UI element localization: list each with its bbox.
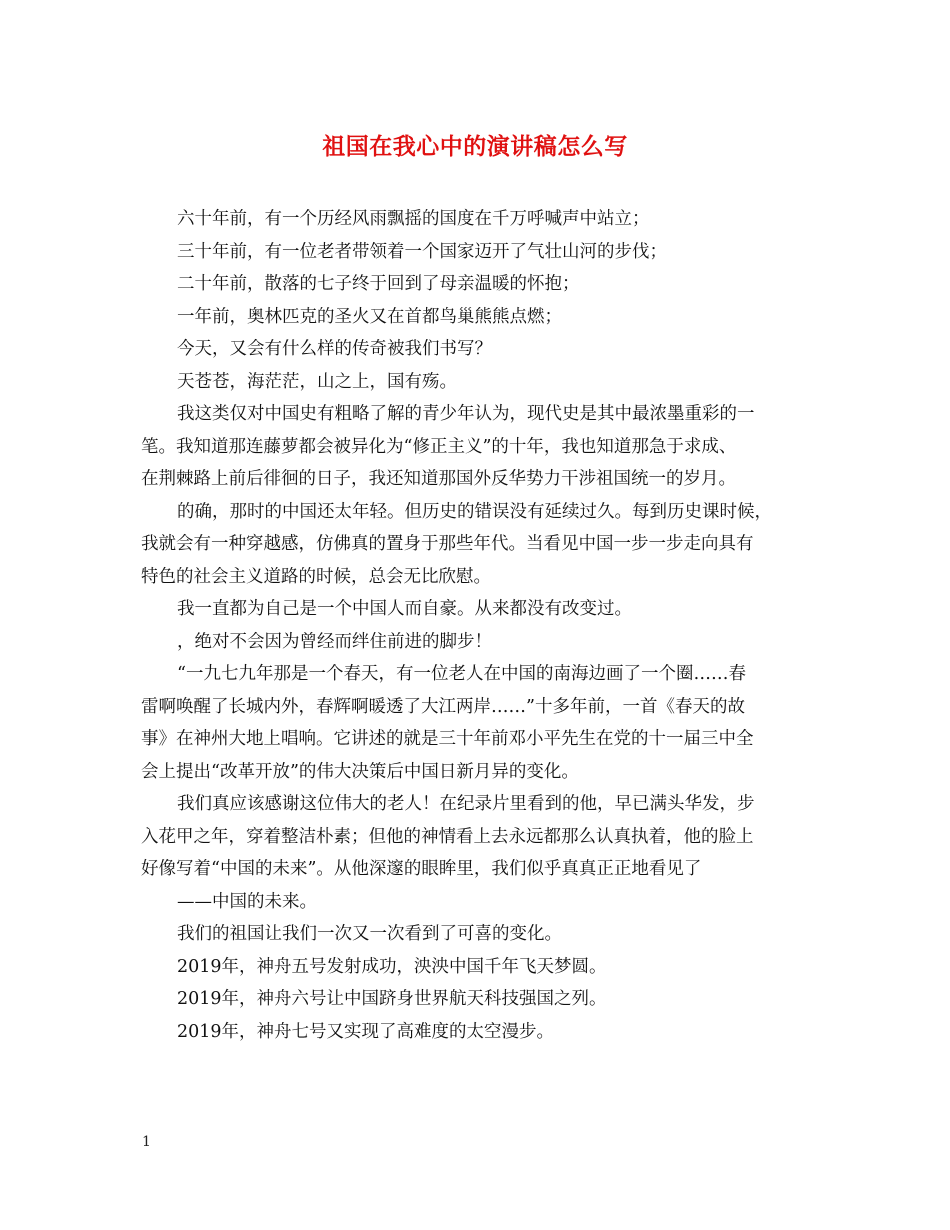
paragraph: 今天，又会有什么样的传奇被我们书写？ xyxy=(177,339,492,359)
document-body xyxy=(141,203,821,1048)
paragraph-line: 的确，那时的中国还太年轻。但历史的错误没有延续过久。每到历史课时候， xyxy=(177,501,772,522)
paragraph: 六十年前，有一个历经风雨飘摇的国度在千万呼喊声中站立； xyxy=(177,209,650,229)
paragraph-line: 在荆棘路上前后徘徊的日子，我还知道那国外反华势力干涉祖国统一的岁月。 xyxy=(141,469,736,489)
paragraph xyxy=(141,658,821,788)
paragraph: ——中国的未来。 xyxy=(177,891,317,912)
paragraph xyxy=(141,398,821,496)
paragraph-line: 我这类仅对中国史有粗略了解的青少年认为，现代史是其中最浓墨重彩的一 xyxy=(177,404,755,424)
paragraph: 二十年前，散落的七子终于回到了母亲温暖的怀抱； xyxy=(177,274,580,294)
paragraph-line: “一九七九年那是一个春天，有一位老人在中国的南海边画了一个圈……春 xyxy=(177,664,746,684)
paragraph: 天苍苍，海茫茫，山之上，国有殇。 xyxy=(177,371,457,392)
paragraph: 2019年，神舟五号发射成功，泱泱中国千年飞天梦圆。 xyxy=(177,956,607,977)
paragraph-line: 我们真应该感谢这位伟大的老人！在纪录片里看到的他，早已满头华发，步 xyxy=(177,794,755,814)
paragraph-line: 事》在神州大地上唱响。它讲述的就是三十年前邓小平先生在党的十一届三中全 xyxy=(141,729,754,749)
paragraph: 我一直都为自己是一个中国人而自豪。从来都没有改变过。 xyxy=(177,599,632,619)
paragraph xyxy=(141,788,821,886)
paragraph-line: 好像写着“中国的未来”。从他深邃的眼眸里，我们似乎真真正正地看见了 xyxy=(141,859,702,879)
paragraph-line: 雷啊唤醒了长城内外，春辉啊暖透了大江两岸……”十多年前，一首《春天的故 xyxy=(141,696,745,717)
document-title: 祖国在我心中的演讲稿怎么写 xyxy=(322,133,628,160)
paragraph: 一年前，奥林匹克的圣火又在首都鸟巢熊熊点燃； xyxy=(177,306,562,327)
page-number: 1 xyxy=(142,1134,151,1150)
paragraph-line: 入花甲之年，穿着整洁朴素；但他的神情看上去永远都那么认真执着，他的脸上 xyxy=(141,826,754,847)
paragraph-line: 我就会有一种穿越感，仿佛真的置身于那些年代。当看见中国一步一步走向具有 xyxy=(141,534,754,554)
paragraph: 2019年，神舟七号又实现了高难度的太空漫步。 xyxy=(177,1021,555,1042)
paragraph xyxy=(141,496,821,594)
paragraph: 我们的祖国让我们一次又一次看到了可喜的变化。 xyxy=(177,924,562,944)
paragraph: 三十年前，有一位老者带领着一个国家迈开了气壮山河的步伐； xyxy=(177,241,667,262)
paragraph-line: 特色的社会主义道路的时候，总会无比欣慰。 xyxy=(141,566,491,587)
paragraph-line: 笔。我知道那连藤萝都会被异化为“修正主义”的十年，我也知道那急于求成、 xyxy=(141,436,737,457)
paragraph-line: 会上提出“改革开放”的伟大决策后中国日新月异的变化。 xyxy=(141,761,579,782)
paragraph: ，绝对不会因为曾经而绊住前进的脚步！ xyxy=(177,631,492,652)
paragraph: 2019年，神舟六号让中国跻身世界航天科技强国之列。 xyxy=(177,989,607,1009)
